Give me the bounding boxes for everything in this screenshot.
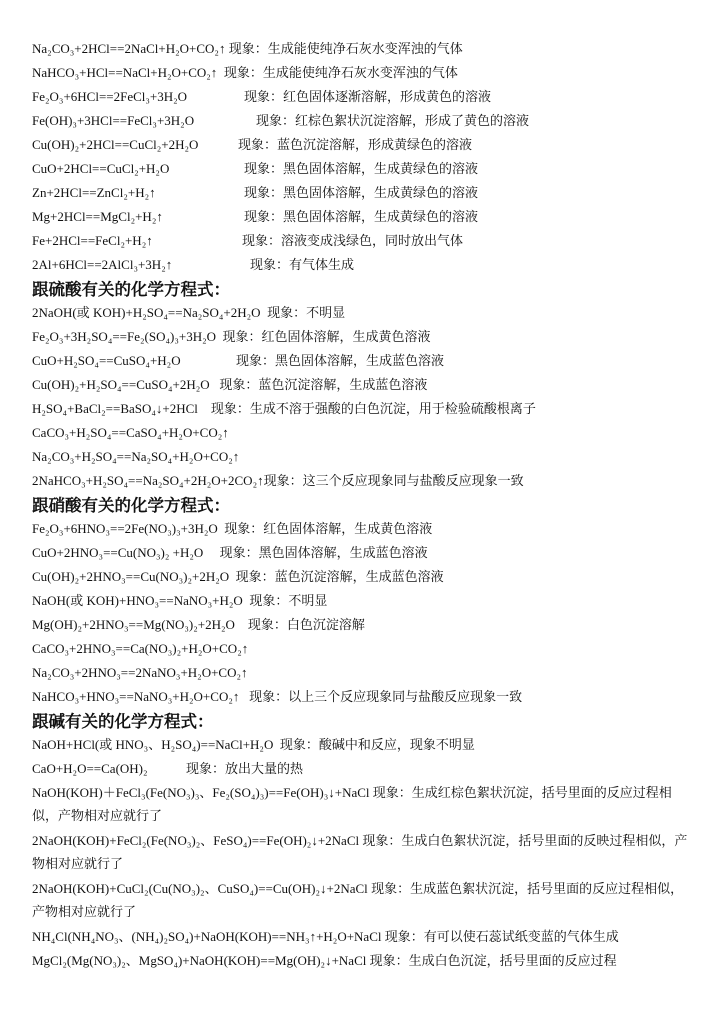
equation: MgCl₂(Mg(NO₃)₂、MgSO₄)+NaOH(KOH)==Mg(OH)₂↓+NaCl — [32, 953, 367, 968]
equation: Na₂CO₃+2HNO₃==2NaNO₃+H₂O+CO₂↑ — [32, 665, 248, 680]
equation-line — [32, 329, 431, 345]
equation: Cu(OH)₂+2HCl==CuCl₂+2H₂O — [32, 137, 199, 152]
equation-line — [32, 257, 354, 273]
equation: CaO+H₂O==Ca(OH)₂ — [32, 761, 148, 776]
observation: 现象：以上三个反应现象同与盐酸反应现象一致 — [249, 689, 523, 704]
observation: 现象：不明显 — [249, 593, 328, 608]
section-heading: 跟硫酸有关的化学方程式： — [32, 280, 230, 299]
equation: Mg(OH)₂+2HNO₃==Mg(NO₃)₂+2H₂O — [32, 617, 235, 632]
observation: 现象：红色固体溶解，生成黄色溶液 — [224, 521, 433, 536]
equation: 2NaHCO₃+H₂SO₄==Na₂SO₄+2H₂O+2CO₂↑ — [32, 473, 264, 488]
observation: 现象：黑色固体溶解，生成黄绿色的溶液 — [244, 161, 479, 176]
observation: 现象：有气体生成 — [250, 257, 355, 272]
equation-line — [32, 665, 248, 681]
equation: CuO+H₂SO₄==CuSO₄+H₂O — [32, 353, 181, 368]
observation: 现象：黑色固体溶解，生成黄绿色的溶液 — [244, 209, 479, 224]
observation: 现象：溶液变成浅绿色，同时放出气体 — [242, 233, 464, 248]
observation: 现象：这三个反应现象同与盐酸反应现象一致 — [263, 473, 524, 488]
observation: 现象：黑色固体溶解，生成黄绿色的溶液 — [244, 185, 479, 200]
equation: NH₄Cl(NH₄NO₃、(NH₄)₂SO₄)+NaOH(KOH)==NH₃↑+H₂O+NaCl — [32, 929, 382, 944]
observation: 现象：酸碱中和反应，现象不明显 — [279, 737, 475, 752]
observation: 现象：蓝色沉淀溶解，形成黄绿色的溶液 — [238, 137, 473, 152]
equation-line — [32, 449, 239, 465]
equation: Na₂CO₃+2HCl==2NaCl+H₂O+CO₂↑ — [32, 41, 226, 56]
equation: Fe+2HCl==FeCl₂+H₂↑ — [32, 233, 153, 248]
observation: 现象：生成能使纯净石灰水变浑浊的气体 — [228, 41, 463, 56]
equation: Zn+2HCl==ZnCl₂+H₂↑ — [32, 185, 156, 200]
observation: 现象：红色固体溶解，生成黄色溶液 — [222, 329, 431, 344]
equation-line — [32, 377, 427, 393]
equation-line — [32, 233, 463, 249]
equation-line — [32, 781, 692, 827]
equation-line — [32, 641, 248, 657]
equation: NaHCO₃+HCl==NaCl+H₂O+CO₂↑ — [32, 65, 218, 80]
equation: CaCO₃+H₂SO₄==CaSO₄+H₂O+CO₂↑ — [32, 425, 229, 440]
equation: 2NaOH(KOH)+FeCl₂(Fe(NO₃)₂、FeSO₄)==Fe(OH)₂↓+2NaCl — [32, 833, 360, 848]
equation-line — [32, 545, 428, 561]
equation-line — [32, 473, 524, 489]
observation: 现象：蓝色沉淀溶解，生成蓝色溶液 — [235, 569, 444, 584]
equation: 2Al+6HCl==2AlCl₃+3H₂↑ — [32, 257, 173, 272]
observation: 现象：黑色固体溶解，生成蓝色溶液 — [236, 353, 445, 368]
section-heading: 跟碱有关的化学方程式： — [32, 712, 214, 731]
equation: Fe₂O₃+3H₂SO₄==Fe₂(SO₄)₃+3H₂O — [32, 329, 217, 344]
equation: NaOH(或 KOH)+HNO₃==NaNO₃+H₂O — [32, 593, 243, 608]
equation-line — [32, 41, 463, 57]
observation: 现象：白色沉淀溶解 — [247, 617, 365, 632]
observation: 现象：红棕色絮状沉淀溶解，形成了黄色的溶液 — [256, 113, 530, 128]
observation: 现象：红色固体逐渐溶解，形成黄色的溶液 — [244, 89, 492, 104]
equation-line — [32, 401, 536, 417]
equation-line — [32, 953, 617, 969]
observation: 现象：有可以使石蕊试纸变蓝的气体生成 — [384, 929, 619, 944]
observation: 现象：生成白色絮状沉淀，括号里面的反映过程相似，产物相对应就行了 — [32, 833, 688, 871]
equation: CaCO₃+2HNO₃==Ca(NO₃)₂+H₂O+CO₂↑ — [32, 641, 249, 656]
equation: Cu(OH)₂+H₂SO₄==CuSO₄+2H₂O — [32, 377, 210, 392]
equation: NaOH+HCl(或 HNO₃、H₂SO₄)==NaCl+H₂O — [32, 737, 274, 752]
equation-line — [32, 829, 692, 875]
observation: 现象：生成白色沉淀，括号里面的反应过程 — [369, 953, 617, 968]
equation: Mg+2HCl==MgCl₂+H₂↑ — [32, 209, 163, 224]
equation: CuO+2HCl==CuCl₂+H₂O — [32, 161, 170, 176]
equation-line — [32, 89, 491, 105]
equation: Fe(OH)₃+3HCl==FeCl₃+3H₂O — [32, 113, 195, 128]
equation-line — [32, 877, 692, 923]
equation-line — [32, 353, 444, 369]
observation: 现象：黑色固体溶解，生成蓝色溶液 — [219, 545, 428, 560]
equation-line — [32, 113, 529, 129]
equation-line — [32, 137, 472, 153]
observation: 现象：生成不溶于强酸的白色沉淀，用于检验硫酸根离子 — [210, 401, 536, 416]
observation: 现象：生成蓝色絮状沉淀，括号里面的反应过程相似，产物相对应就行了 — [32, 881, 684, 919]
equation-line — [32, 593, 327, 609]
equation: NaHCO₃+HNO₃==NaNO₃+H₂O+CO₂↑ — [32, 689, 240, 704]
equation-line — [32, 521, 432, 537]
equation-line — [32, 305, 345, 321]
equation-line — [32, 689, 522, 705]
observation: 现象：放出大量的热 — [186, 761, 304, 776]
equation-line — [32, 761, 303, 777]
equation-line — [32, 425, 229, 441]
section-heading: 跟硝酸有关的化学方程式： — [32, 496, 230, 515]
equation-line — [32, 161, 478, 177]
observation: 现象：蓝色沉淀溶解，生成蓝色溶液 — [219, 377, 428, 392]
equation: 2NaOH(KOH)+CuCl₂(Cu(NO₃)₂、CuSO₄)==Cu(OH)₂↓+2NaCl — [32, 881, 368, 896]
equation-line — [32, 617, 365, 633]
equation-line — [32, 929, 619, 945]
equation: 2NaOH(或 KOH)+H₂SO₄==Na₂SO₄+2H₂O — [32, 305, 261, 320]
equation: H₂SO₄+BaCl₂==BaSO₄↓+2HCl — [32, 401, 198, 416]
equation: Na₂CO₃+H₂SO₄==Na₂SO₄+H₂O+CO₂↑ — [32, 449, 240, 464]
equation-line — [32, 65, 458, 81]
equation-line — [32, 569, 444, 585]
equation: NaOH(KOH)＋FeCl₃(Fe(NO₃)₃、Fe₂(SO₄)₃)==Fe(OH)₃↓+NaCl — [32, 785, 370, 800]
equation-line — [32, 737, 475, 753]
observation: 现象：生成能使纯净石灰水变浑浊的气体 — [223, 65, 458, 80]
observation: 现象：不明显 — [267, 305, 346, 320]
equation: Fe₂O₃+6HNO₃==2Fe(NO₃)₃+3H₂O — [32, 521, 218, 536]
equation-line — [32, 209, 478, 225]
equation: Fe₂O₃+6HCl==2FeCl₃+3H₂O — [32, 89, 188, 104]
equation: CuO+2HNO₃==Cu(NO₃)₂ +H₂O — [32, 545, 204, 560]
equation: Cu(OH)₂+2HNO₃==Cu(NO₃)₂+2H₂O — [32, 569, 230, 584]
equation-line — [32, 185, 478, 201]
observation: 现象：生成红棕色絮状沉淀，括号里面的反应过程相似，产物相对应就行了 — [32, 785, 672, 823]
